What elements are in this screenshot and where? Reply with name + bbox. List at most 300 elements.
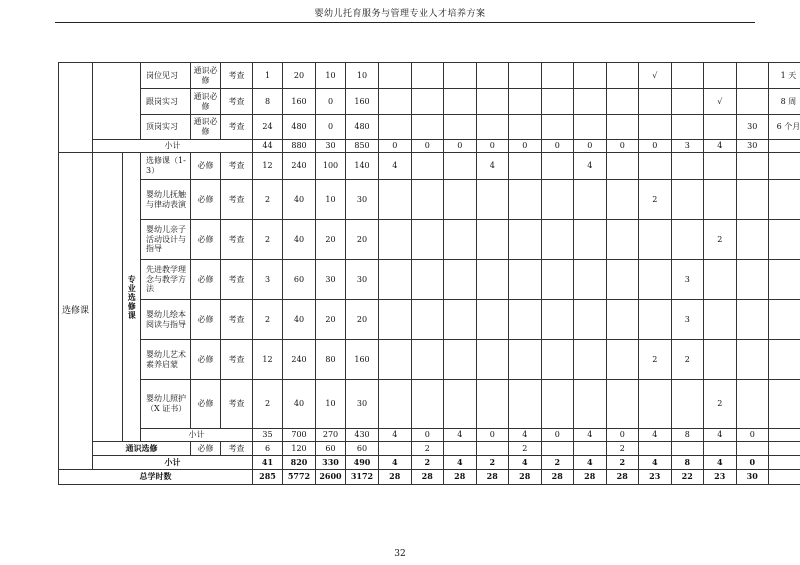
term-6-cell: [541, 340, 574, 380]
practice-hours-cell: 20: [346, 300, 379, 340]
term-7-cell: [574, 89, 607, 115]
term-4-cell: 2: [476, 456, 509, 470]
term-5-cell: [509, 220, 542, 260]
term-8-cell: [606, 153, 639, 180]
term-12-cell: 0: [736, 429, 769, 442]
grand-total-row: [59, 470, 800, 485]
term-4-cell: [476, 115, 509, 140]
term-1-cell: [379, 340, 412, 380]
term-7-cell: [574, 180, 607, 220]
term-12-cell: [736, 153, 769, 180]
term-3-cell: [444, 180, 477, 220]
term-2-cell: 0: [411, 429, 444, 442]
theory-hours-cell: 30: [316, 140, 346, 153]
term-10-cell: [671, 153, 704, 180]
course-name-cell: 选修课（1-3）: [141, 153, 191, 180]
term-3-cell: [444, 115, 477, 140]
term-10-cell: 3: [671, 140, 704, 153]
practice-hours-cell: 140: [346, 153, 379, 180]
theory-hours-cell: 10: [316, 380, 346, 429]
subcategory-cell-blank: [93, 63, 141, 140]
subtotal-label: 小计: [93, 140, 253, 153]
table-row: [59, 260, 800, 300]
term-2-cell: [411, 300, 444, 340]
note-cell: [769, 429, 800, 442]
page-number: 32: [394, 549, 406, 559]
term-4-cell: [476, 220, 509, 260]
term-12-cell: 30: [736, 470, 769, 485]
term-6-cell: [541, 180, 574, 220]
term-8-cell: [606, 340, 639, 380]
term-8-cell: [606, 380, 639, 429]
exam-type-cell: 考查: [221, 340, 253, 380]
term-2-cell: 2: [411, 442, 444, 456]
note-cell: [769, 140, 800, 153]
subtotal-label: 小计: [141, 429, 253, 442]
term-6-cell: [541, 63, 574, 89]
term-1-cell: 0: [379, 140, 412, 153]
term-7-cell: [574, 300, 607, 340]
term-12-cell: [736, 380, 769, 429]
total-hours-cell: 240: [283, 153, 316, 180]
table-row: [59, 153, 800, 180]
category-cell-blank: [59, 63, 93, 153]
term-1-cell: [379, 89, 412, 115]
term-2-cell: 0: [411, 140, 444, 153]
term-6-cell: [541, 115, 574, 140]
term-1-cell: [379, 220, 412, 260]
credit-cell: 12: [253, 153, 283, 180]
term-10-cell: 22: [671, 470, 704, 485]
term-10-cell: [671, 442, 704, 456]
term-12-cell: 30: [736, 115, 769, 140]
term-11-cell: 4: [704, 456, 737, 470]
term-10-cell: [671, 115, 704, 140]
term-4-cell: 0: [476, 429, 509, 442]
total-hours-cell: 20: [283, 63, 316, 89]
practice-hours-cell: 10: [346, 63, 379, 89]
course-type-cell: 通识必修: [191, 89, 221, 115]
term-3-cell: [444, 63, 477, 89]
course-type-cell: 必修: [191, 153, 221, 180]
term-5-cell: 2: [509, 442, 542, 456]
term-5-cell: 28: [509, 470, 542, 485]
term-9-cell: [639, 153, 672, 180]
term-1-cell: [379, 442, 412, 456]
theory-hours-cell: 10: [316, 180, 346, 220]
term-8-cell: [606, 63, 639, 89]
term-5-cell: [509, 153, 542, 180]
term-6-cell: [541, 300, 574, 340]
table-row: [59, 220, 800, 260]
term-6-cell: 2: [541, 456, 574, 470]
term-7-cell: 28: [574, 470, 607, 485]
course-type-cell: 必修: [191, 180, 221, 220]
term-9-cell: [639, 220, 672, 260]
total-hours-cell: 40: [283, 180, 316, 220]
practice-hours-cell: 60: [346, 442, 379, 456]
term-2-cell: [411, 89, 444, 115]
practice-hours-cell: 850: [346, 140, 379, 153]
term-9-cell: 2: [639, 340, 672, 380]
term-5-cell: [509, 340, 542, 380]
elective-total-label: 小计: [93, 456, 253, 470]
total-hours-cell: 5772: [283, 470, 316, 485]
term-4-cell: [476, 340, 509, 380]
note-cell: [769, 340, 800, 380]
note-cell: [769, 180, 800, 220]
term-1-cell: [379, 300, 412, 340]
elective-left-blank: [93, 153, 123, 442]
term-12-cell: [736, 89, 769, 115]
term-7-cell: 0: [574, 140, 607, 153]
course-name-cell: 婴幼儿艺术素养启蒙: [141, 340, 191, 380]
table-row: [59, 380, 800, 429]
note-cell: [769, 380, 800, 429]
credit-cell: 6: [253, 442, 283, 456]
exam-type-cell: 考查: [221, 89, 253, 115]
term-2-cell: [411, 340, 444, 380]
term-5-cell: 4: [509, 429, 542, 442]
term-12-cell: [736, 260, 769, 300]
term-8-cell: [606, 300, 639, 340]
total-hours-cell: 40: [283, 300, 316, 340]
term-3-cell: [444, 89, 477, 115]
course-name-cell: 婴幼儿照护（X 证书）: [141, 380, 191, 429]
term-9-cell: 4: [639, 456, 672, 470]
term-9-cell: 23: [639, 470, 672, 485]
term-5-cell: 4: [509, 456, 542, 470]
credit-cell: 2: [253, 180, 283, 220]
elective-category-label: 选修课: [59, 153, 93, 470]
term-1-cell: [379, 380, 412, 429]
total-hours-cell: 160: [283, 89, 316, 115]
practice-hours-cell: 160: [346, 89, 379, 115]
course-name-cell: 先进教学理念与教学方法: [141, 260, 191, 300]
term-7-cell: [574, 220, 607, 260]
term-11-cell: [704, 442, 737, 456]
term-6-cell: [541, 220, 574, 260]
theory-hours-cell: 20: [316, 300, 346, 340]
term-4-cell: [476, 89, 509, 115]
term-5-cell: [509, 300, 542, 340]
term-2-cell: [411, 63, 444, 89]
term-6-cell: [541, 89, 574, 115]
course-name-cell: 婴幼儿亲子活动设计与指导: [141, 220, 191, 260]
term-7-cell: [574, 442, 607, 456]
term-4-cell: [476, 63, 509, 89]
term-8-cell: [606, 260, 639, 300]
grand-total-label: 总学时数: [59, 470, 253, 485]
term-10-cell: [671, 63, 704, 89]
term-6-cell: [541, 442, 574, 456]
table-row: [59, 63, 800, 89]
credit-cell: 12: [253, 340, 283, 380]
term-6-cell: 0: [541, 429, 574, 442]
term-5-cell: [509, 89, 542, 115]
general-elective-row: [59, 442, 800, 456]
term-9-cell: [639, 442, 672, 456]
exam-type-cell: 考查: [221, 153, 253, 180]
term-11-cell: [704, 180, 737, 220]
page-header: 婴幼儿托育服务与管理专业人才培养方案: [314, 9, 486, 19]
term-11-cell: 2: [704, 380, 737, 429]
term-5-cell: [509, 180, 542, 220]
term-10-cell: 2: [671, 340, 704, 380]
term-9-cell: [639, 115, 672, 140]
term-5-cell: [509, 63, 542, 89]
exam-type-cell: 考查: [221, 220, 253, 260]
term-10-cell: 3: [671, 300, 704, 340]
term-1-cell: [379, 63, 412, 89]
credit-cell: 285: [253, 470, 283, 485]
total-hours-cell: 40: [283, 220, 316, 260]
term-7-cell: [574, 63, 607, 89]
term-8-cell: 0: [606, 429, 639, 442]
term-12-cell: 30: [736, 140, 769, 153]
term-11-cell: 4: [704, 429, 737, 442]
term-2-cell: [411, 180, 444, 220]
term-2-cell: [411, 115, 444, 140]
elective-total-row: [59, 456, 800, 470]
term-1-cell: 28: [379, 470, 412, 485]
theory-hours-cell: 10: [316, 63, 346, 89]
term-4-cell: [476, 442, 509, 456]
practice-hours-cell: 430: [346, 429, 379, 442]
exam-type-cell: 考查: [221, 260, 253, 300]
term-6-cell: [541, 260, 574, 300]
exam-type-cell: 考查: [221, 380, 253, 429]
note-cell: [769, 153, 800, 180]
course-type-cell: 必修: [191, 300, 221, 340]
term-1-cell: [379, 180, 412, 220]
note-cell: [769, 260, 800, 300]
term-10-cell: [671, 89, 704, 115]
exam-type-cell: 考查: [221, 442, 253, 456]
term-11-cell: 2: [704, 220, 737, 260]
term-4-cell: 4: [476, 153, 509, 180]
term-10-cell: [671, 180, 704, 220]
term-7-cell: 4: [574, 153, 607, 180]
term-4-cell: 0: [476, 140, 509, 153]
total-hours-cell: 40: [283, 380, 316, 429]
term-2-cell: [411, 380, 444, 429]
term-12-cell: [736, 63, 769, 89]
theory-hours-cell: 100: [316, 153, 346, 180]
term-7-cell: [574, 340, 607, 380]
term-8-cell: 2: [606, 456, 639, 470]
term-4-cell: [476, 260, 509, 300]
course-type-cell: 通识必修: [191, 115, 221, 140]
term-5-cell: [509, 260, 542, 300]
term-4-cell: [476, 380, 509, 429]
term-8-cell: [606, 220, 639, 260]
term-3-cell: 4: [444, 456, 477, 470]
subtotal-row: [59, 429, 800, 442]
term-12-cell: [736, 442, 769, 456]
term-11-cell: [704, 340, 737, 380]
course-type-cell: 通识必修: [191, 63, 221, 89]
header-rule: [55, 22, 755, 23]
term-3-cell: [444, 442, 477, 456]
note-cell: [769, 442, 800, 456]
course-name-cell: 跟岗实习: [141, 89, 191, 115]
term-6-cell: 0: [541, 140, 574, 153]
general-elective-label: 通识选修: [93, 442, 191, 456]
note-cell: [769, 470, 800, 485]
theory-hours-cell: 60: [316, 442, 346, 456]
term-9-cell: [639, 89, 672, 115]
term-12-cell: [736, 220, 769, 260]
term-12-cell: [736, 340, 769, 380]
term-10-cell: 8: [671, 429, 704, 442]
table-row: [59, 180, 800, 220]
term-9-cell: √: [639, 63, 672, 89]
credit-cell: 3: [253, 260, 283, 300]
term-12-cell: [736, 300, 769, 340]
term-7-cell: [574, 115, 607, 140]
practice-hours-cell: 480: [346, 115, 379, 140]
course-type-cell: 必修: [191, 442, 221, 456]
term-9-cell: 4: [639, 429, 672, 442]
term-9-cell: 0: [639, 140, 672, 153]
exam-type-cell: 考查: [221, 63, 253, 89]
credit-cell: 41: [253, 456, 283, 470]
exam-type-cell: 考查: [221, 180, 253, 220]
theory-hours-cell: 330: [316, 456, 346, 470]
course-name-cell: 岗位见习: [141, 63, 191, 89]
practice-hours-cell: 20: [346, 220, 379, 260]
term-7-cell: [574, 380, 607, 429]
term-3-cell: [444, 380, 477, 429]
term-8-cell: 0: [606, 140, 639, 153]
term-4-cell: [476, 180, 509, 220]
term-5-cell: 0: [509, 140, 542, 153]
term-11-cell: √: [704, 89, 737, 115]
note-cell: [769, 220, 800, 260]
table-row: [59, 115, 800, 140]
term-11-cell: 23: [704, 470, 737, 485]
note-cell: 1 天: [769, 63, 800, 89]
course-type-cell: 必修: [191, 260, 221, 300]
credit-cell: 24: [253, 115, 283, 140]
term-10-cell: [671, 380, 704, 429]
credit-cell: 2: [253, 380, 283, 429]
credit-cell: 1: [253, 63, 283, 89]
term-12-cell: 0: [736, 456, 769, 470]
term-7-cell: 4: [574, 429, 607, 442]
term-9-cell: [639, 260, 672, 300]
exam-type-cell: 考查: [221, 300, 253, 340]
practice-hours-cell: 160: [346, 340, 379, 380]
term-2-cell: 28: [411, 470, 444, 485]
practice-hours-cell: 490: [346, 456, 379, 470]
total-hours-cell: 820: [283, 456, 316, 470]
term-11-cell: 4: [704, 140, 737, 153]
term-10-cell: 3: [671, 260, 704, 300]
theory-hours-cell: 20: [316, 220, 346, 260]
term-7-cell: [574, 260, 607, 300]
credit-cell: 35: [253, 429, 283, 442]
practice-hours-cell: 30: [346, 180, 379, 220]
total-hours-cell: 60: [283, 260, 316, 300]
term-6-cell: 28: [541, 470, 574, 485]
total-hours-cell: 120: [283, 442, 316, 456]
term-9-cell: [639, 300, 672, 340]
term-11-cell: [704, 63, 737, 89]
term-4-cell: [476, 300, 509, 340]
theory-hours-cell: 270: [316, 429, 346, 442]
term-11-cell: [704, 115, 737, 140]
term-2-cell: [411, 153, 444, 180]
term-12-cell: [736, 180, 769, 220]
term-3-cell: [444, 260, 477, 300]
credit-cell: 8: [253, 89, 283, 115]
term-4-cell: 28: [476, 470, 509, 485]
term-8-cell: 2: [606, 442, 639, 456]
term-5-cell: [509, 115, 542, 140]
note-cell: 8 周: [769, 89, 800, 115]
practice-hours-cell: 30: [346, 260, 379, 300]
term-10-cell: 8: [671, 456, 704, 470]
course-type-cell: 必修: [191, 220, 221, 260]
professional-elective-label: 专业选修课: [123, 153, 141, 442]
term-6-cell: [541, 153, 574, 180]
total-hours-cell: 480: [283, 115, 316, 140]
term-1-cell: [379, 115, 412, 140]
term-3-cell: [444, 220, 477, 260]
course-type-cell: 必修: [191, 340, 221, 380]
course-name-cell: 婴幼儿绘本阅读与指导: [141, 300, 191, 340]
theory-hours-cell: 0: [316, 115, 346, 140]
term-3-cell: [444, 300, 477, 340]
term-8-cell: [606, 89, 639, 115]
term-2-cell: [411, 220, 444, 260]
term-11-cell: [704, 260, 737, 300]
course-type-cell: 必修: [191, 380, 221, 429]
total-hours-cell: 880: [283, 140, 316, 153]
course-name-cell: 顶岗实习: [141, 115, 191, 140]
term-9-cell: 2: [639, 180, 672, 220]
term-3-cell: 4: [444, 429, 477, 442]
term-1-cell: 4: [379, 429, 412, 442]
subtotal-row: [59, 140, 800, 153]
term-1-cell: 4: [379, 153, 412, 180]
total-hours-cell: 700: [283, 429, 316, 442]
term-3-cell: 0: [444, 140, 477, 153]
theory-hours-cell: 30: [316, 260, 346, 300]
credit-cell: 44: [253, 140, 283, 153]
term-1-cell: [379, 260, 412, 300]
note-cell: [769, 456, 800, 470]
term-11-cell: [704, 300, 737, 340]
term-6-cell: [541, 380, 574, 429]
term-2-cell: [411, 260, 444, 300]
exam-type-cell: 考查: [221, 115, 253, 140]
theory-hours-cell: 0: [316, 89, 346, 115]
course-plan-table: [58, 62, 800, 485]
term-3-cell: 28: [444, 470, 477, 485]
table-row: [59, 340, 800, 380]
term-2-cell: 2: [411, 456, 444, 470]
total-hours-cell: 240: [283, 340, 316, 380]
term-9-cell: [639, 380, 672, 429]
note-cell: [769, 300, 800, 340]
theory-hours-cell: 80: [316, 340, 346, 380]
table-row: [59, 300, 800, 340]
term-8-cell: 28: [606, 470, 639, 485]
term-11-cell: [704, 153, 737, 180]
